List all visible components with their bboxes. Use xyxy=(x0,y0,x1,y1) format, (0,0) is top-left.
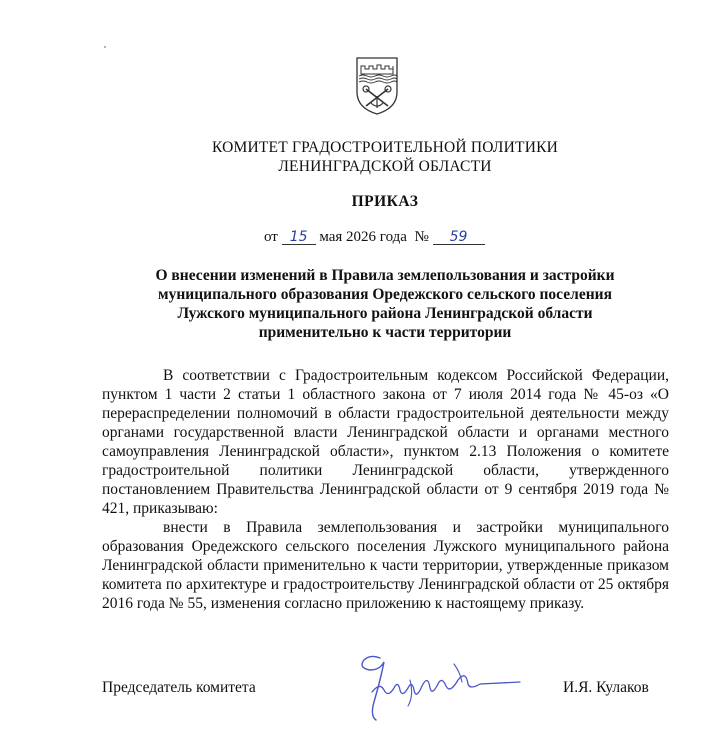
coat-of-arms-icon xyxy=(355,56,399,116)
scan-speck xyxy=(104,46,106,48)
signer-name: И.Я. Кулаков xyxy=(563,679,649,696)
order-number: 59 xyxy=(433,230,485,245)
subject-line3: Лужского муниципального района Ленинградской области xyxy=(177,305,593,322)
subject-line1: О внесении изменений в Правила землепользования и застройки xyxy=(155,267,615,284)
subject-line4: применительно к части территории xyxy=(258,324,512,341)
order-title: ПРИКАЗ xyxy=(351,193,419,210)
body-paragraph-decision: внести в Правила землепользования и застройки муниципального образования Оредежского сельского поселения Лужского муниципального района Ленинградской области применительно к части территории, утвержденные приказом комитета по архитектуре и градостроительству Ленинградской области от 25 октября 2016 года № 55, изменения согласно приложению к настоящему приказу. xyxy=(102,519,669,612)
handwritten-signature-icon xyxy=(350,650,530,726)
order-month-year: мая 2026 года xyxy=(319,229,407,245)
committee-name xyxy=(0,138,710,176)
committee-name-line1: КОМИТЕТ ГРАДОСТРОИТЕЛЬНОЙ ПОЛИТИКИ xyxy=(211,139,559,156)
subject-line2: муниципального образования Оредежского сельского поселения xyxy=(158,286,612,303)
signer-position: Председатель комитета xyxy=(102,679,256,696)
date-prefix: от xyxy=(264,229,278,245)
body-paragraph-preamble: В соответствии с Градостроительным кодексом Российской Федерации, пунктом 1 части 2 статьи 1 областного закона от 7 июля 2014 года № 45-оз «О перераспределении полномочий в области градостроительной деятельности между органами государственной власти Ленинградской области и органами местного самоуправления Ленинградской области», пунктом 2.13 Положения о комитете градостроительной политики Ленинградской области, утвержденного постановлением Правительства Ленинградской области от 9 сентября 2019 года № 421, приказываю: xyxy=(102,367,669,517)
number-sign: № xyxy=(414,229,429,245)
order-subject xyxy=(0,266,710,342)
order-body xyxy=(102,366,669,613)
order-date-line xyxy=(264,229,485,246)
committee-name-line2: ЛЕНИНГРАДСКОЙ ОБЛАСТИ xyxy=(278,158,492,175)
order-day: 15 xyxy=(282,230,316,245)
